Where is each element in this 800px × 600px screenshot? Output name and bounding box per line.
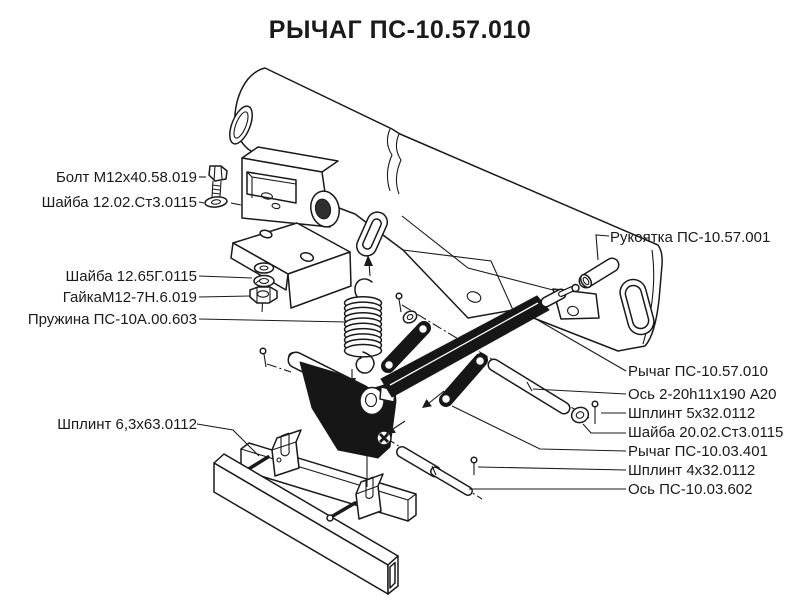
- label-cotter-63: Шплинт 6,3х63.0112: [57, 416, 197, 433]
- bolt-and-washer: [205, 166, 228, 208]
- label-washer-12: Шайба 12.02.Ст3.0115: [41, 194, 197, 211]
- label-nut: ГайкаМ12-7Н.6.019: [62, 289, 197, 306]
- link-lever-2: [446, 360, 481, 400]
- label-lever-main: Рычаг ПС-10.57.010: [628, 363, 768, 380]
- mid-pin-washer: [396, 293, 419, 325]
- label-axle-602: Ось ПС-10.03.602: [628, 481, 753, 498]
- flat-washer: [255, 263, 274, 273]
- axle-190-part: [494, 365, 564, 408]
- label-axle-190: Ось 2-20h11x190 А20: [628, 386, 777, 403]
- label-bolt: Болт М12х40.58.019: [55, 169, 197, 186]
- angle-plate: [231, 223, 351, 308]
- washer-12-part: [205, 196, 228, 208]
- label-lever-link: Рычаг ПС-10.03.401: [628, 443, 768, 460]
- label-washer-lock: Шайба 12.65Г.0115: [65, 268, 197, 285]
- nut-part: [250, 287, 277, 303]
- cotter-pin-left: [260, 348, 266, 367]
- cotter-4x32-part: [471, 457, 477, 475]
- up-arrow: [364, 255, 373, 276]
- clamp-left: [272, 430, 301, 476]
- bolt-head: [209, 166, 227, 181]
- axle-602-part: [402, 452, 468, 491]
- diagram-title: РЫЧАГ ПС-10.57.010: [268, 16, 532, 44]
- label-washer-20: Шайба 20.02.Ст3.0115: [628, 424, 784, 441]
- spring-part: [345, 279, 382, 373]
- label-spring: Пружина ПС-10А.00.603: [27, 311, 197, 328]
- cotter-pin-2: [327, 503, 355, 521]
- cotter-5x32-part: [592, 401, 598, 424]
- fastener-stack: [250, 263, 277, 303]
- label-handle: Рукоятка ПС-10.57.001: [610, 229, 771, 246]
- label-cotter-4x32: Шплинт 4х32.0112: [628, 462, 756, 479]
- label-cotter-5x32: Шплинт 5х32.0112: [628, 405, 756, 422]
- lock-washer: [254, 276, 274, 287]
